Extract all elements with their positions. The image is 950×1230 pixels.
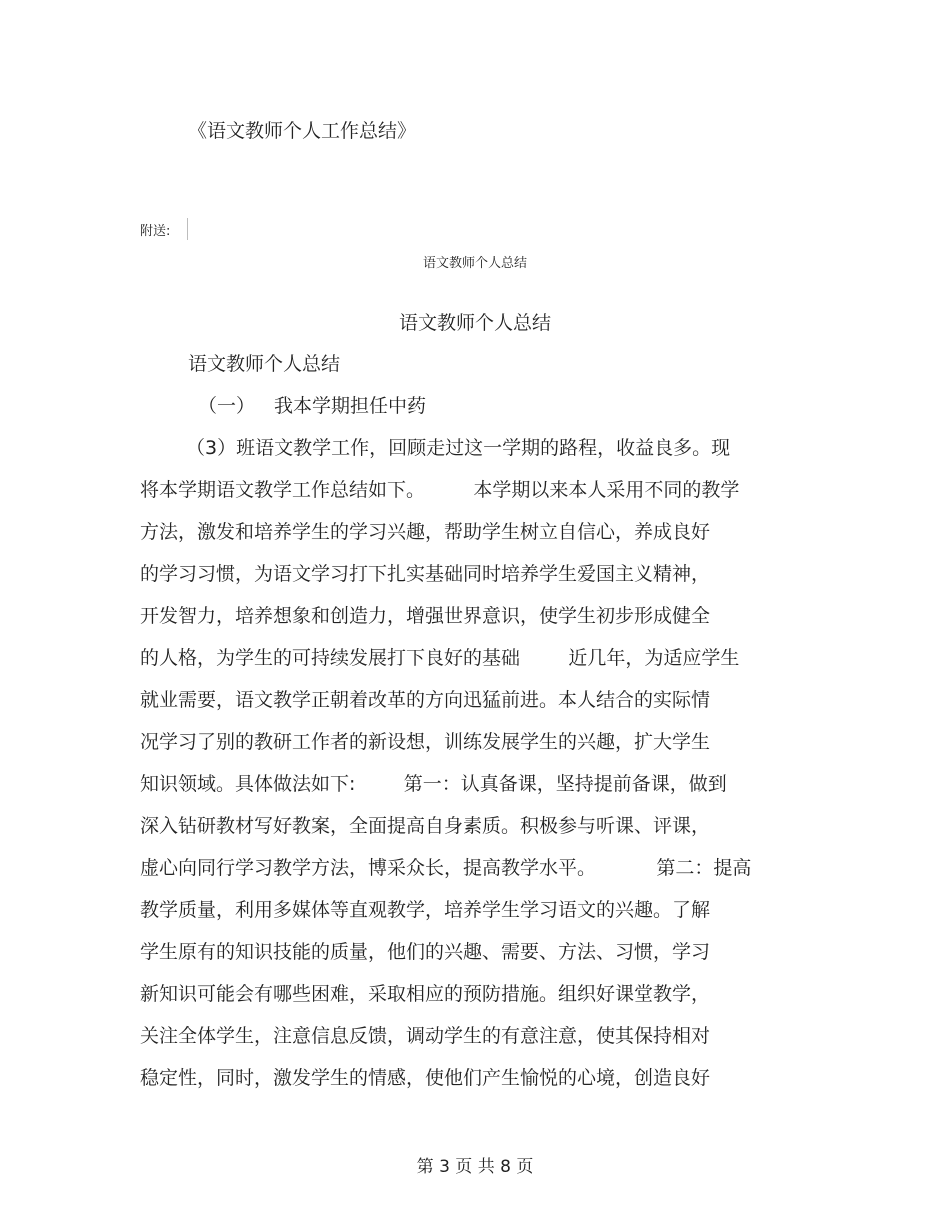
attachment-divider <box>187 218 188 240</box>
body-line: 关注全体学生，注意信息反馈，调动学生的有意注意，使其保持相对 <box>140 1025 711 1047</box>
body-line: 新知识可能会有哪些困难，采取相应的预防措施。组织好课堂教学， <box>140 983 711 1005</box>
body-line: （3）班语文教学工作，回顾走过这一学期的路程，收益良多。现 <box>186 437 731 459</box>
body-line: 的人格，为学生的可持续发展打下良好的基础 近几年，为适应学生 <box>140 647 740 669</box>
body-line: 就业需要，语文教学正朝着改革的方向迅猛前进。本人结合的实际情 <box>140 689 711 711</box>
page-footer: 第 3 页 共 8 页 <box>416 1157 534 1177</box>
document-title: 《语文教师个人工作总结》 <box>188 120 417 142</box>
body-line: 将本学期语文教学工作总结如下。 本学期以来本人采用不同的教学 <box>140 479 740 501</box>
body-line: 的学习习惯，为语文学习打下扎实基础同时培养学生爱国主义精神， <box>140 563 711 585</box>
body-line: 虚心向同行学习教学方法，博采众长，提高教学水平。 第二：提高 <box>140 857 752 879</box>
main-heading: 语文教师个人总结 <box>398 312 551 334</box>
body-line: 学生原有的知识技能的质量，他们的兴趣、需要、方法、习惯，学习 <box>140 941 711 963</box>
body-line: 方法，激发和培养学生的学习兴趣，帮助学生树立自信心，养成良好 <box>140 521 711 543</box>
body-line: 稳定性，同时，激发学生的情感，使他们产生愉悦的心境，创造良好 <box>140 1067 711 1089</box>
body-line: 况学习了别的教研工作者的新设想，训练发展学生的兴趣，扩大学生 <box>140 731 711 753</box>
section-number: （一） <box>198 395 256 417</box>
body-line: 知识领域。具体做法如下: 第一：认真备课，坚持提前备课，做到 <box>140 773 727 795</box>
body-line: 教学质量，利用多媒体等直观教学，培养学生学习语文的兴趣。了解 <box>140 899 711 921</box>
attachment-heading: 语文教师个人总结 <box>422 256 527 271</box>
attachment-label: 附送: <box>140 224 171 239</box>
body-line: 深入钻研教材写好教案，全面提高自身素质。积极参与听课、评课， <box>140 815 711 837</box>
body-line: 开发智力，培养想象和创造力，增强世界意识，使学生初步形成健全 <box>140 605 711 627</box>
section-text: 我本学期担任中药 <box>274 395 427 417</box>
sub-heading: 语文教师个人总结 <box>188 353 341 375</box>
